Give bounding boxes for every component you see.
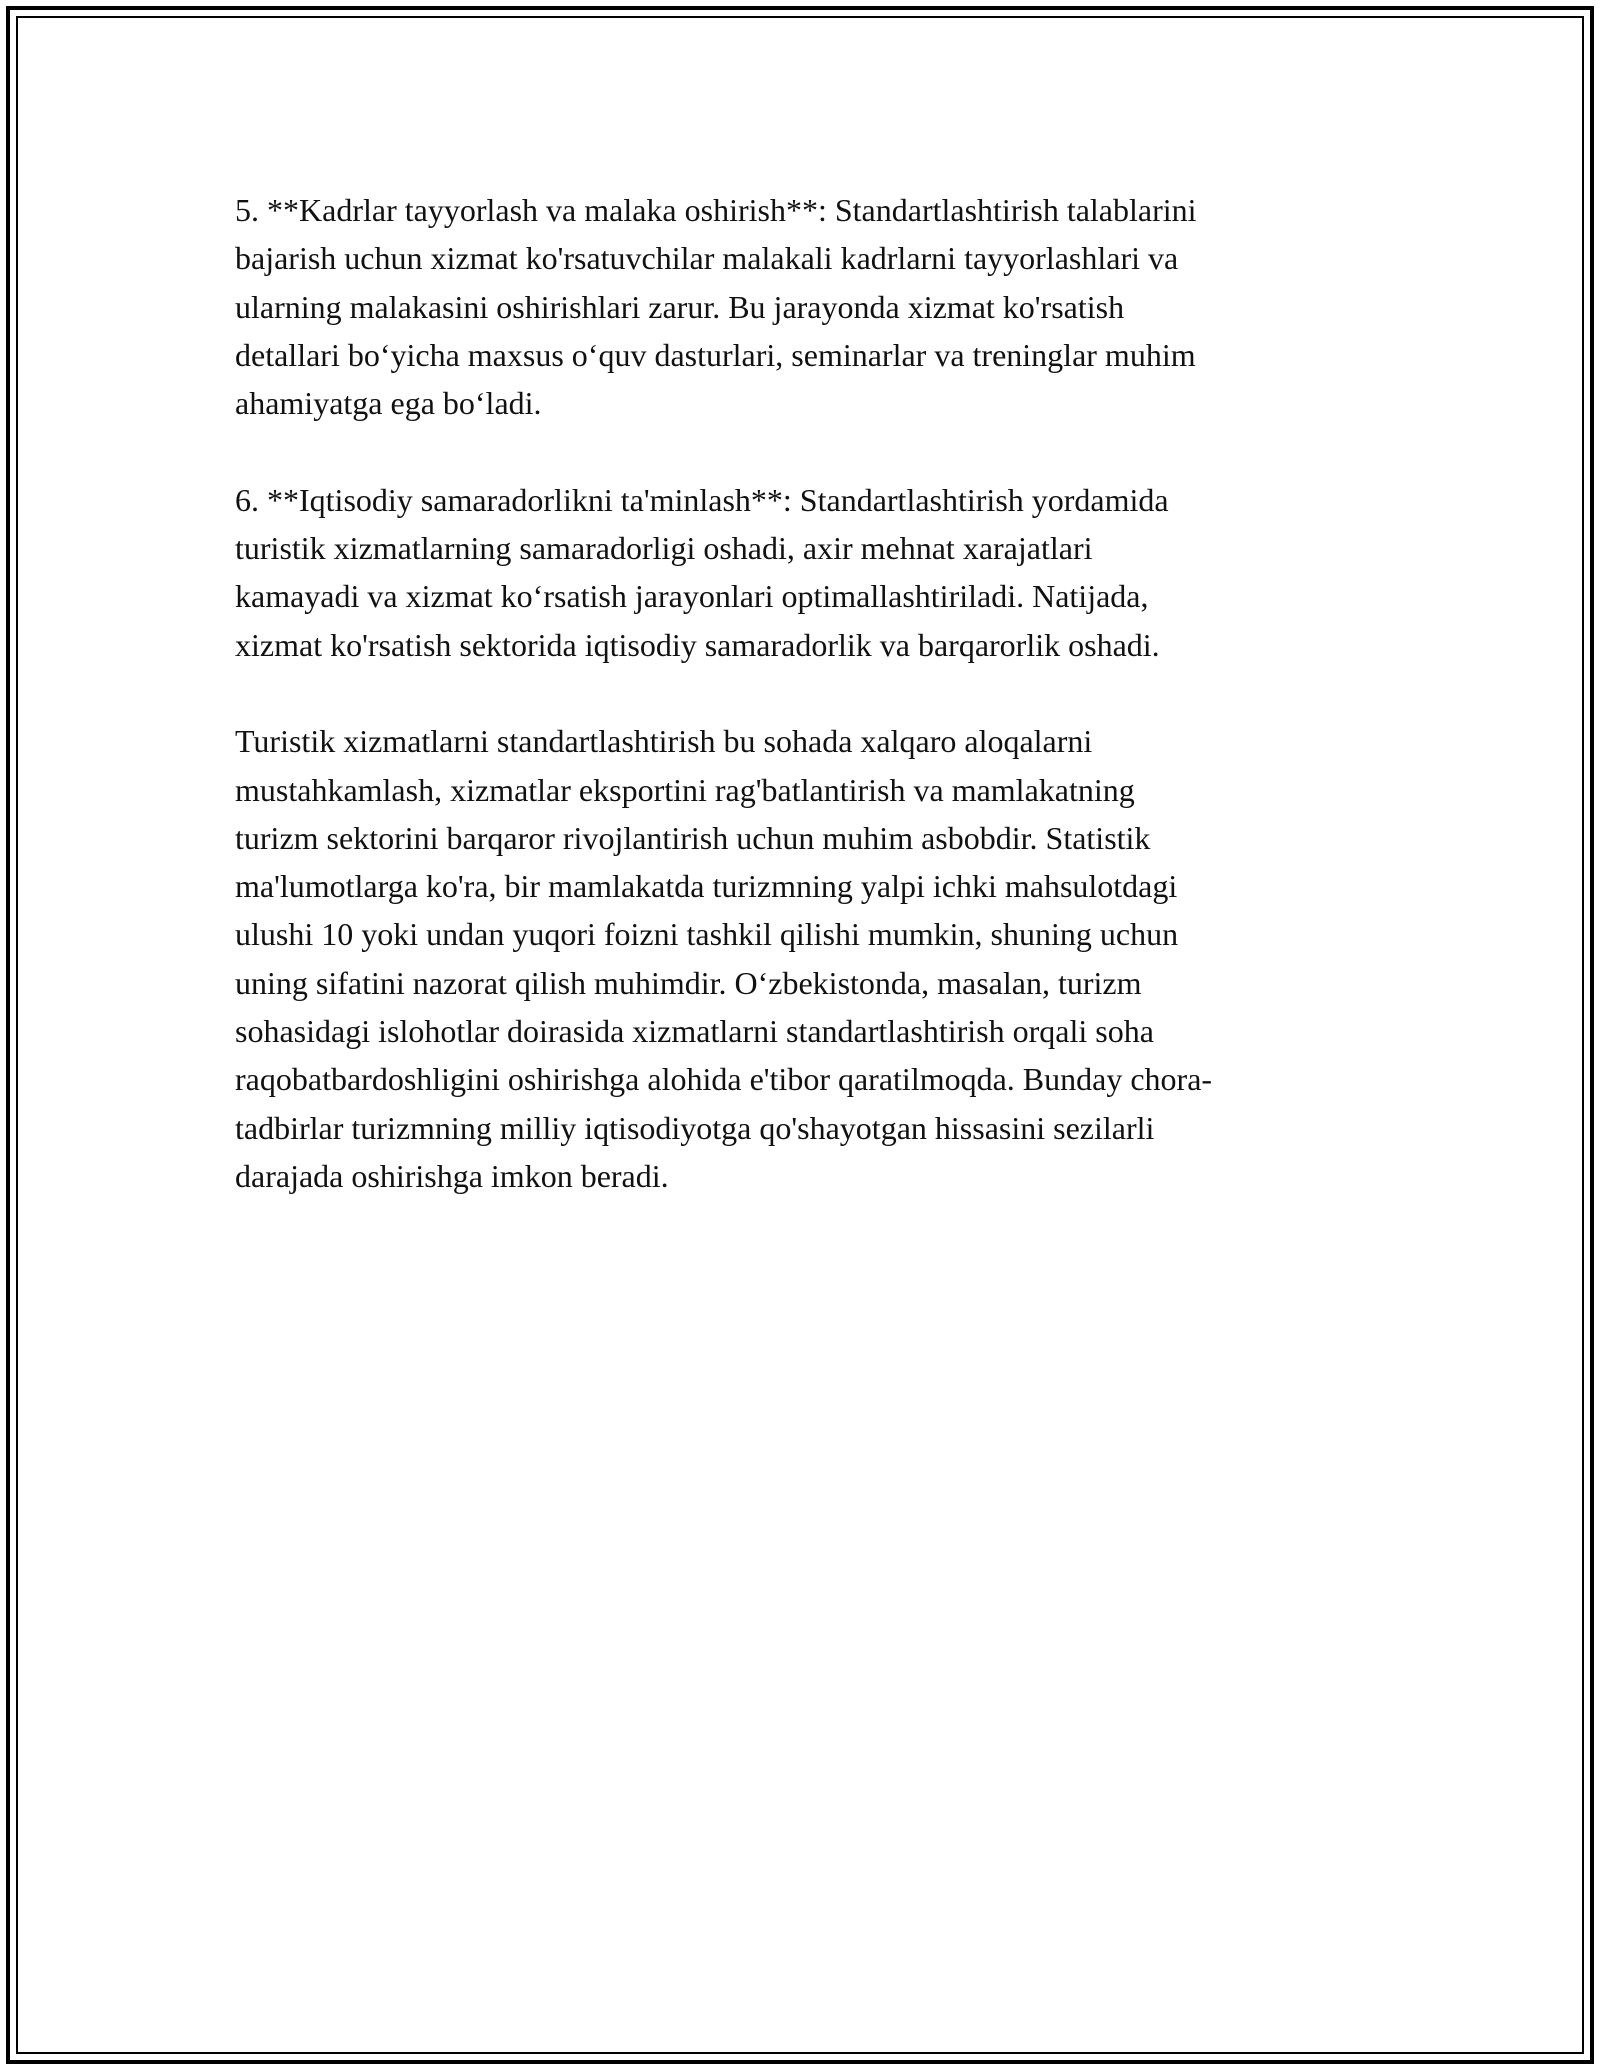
document-body	[235, 186, 1365, 1249]
paragraph-tourism-standardization: Turistik xizmatlarni standartlashtirish bu sohada xalqaro aloqalarni mustahkamlash, xizmatlar eksportini rag'batlantirish va mamlakatning turizm sektorini barqaror rivojlantirish uchun muhim asbobdir. Statistik ma'lumotlarga ko'ra, bir mamlakatda turizmning yalpi ichki mahsulotdagi ulushi 10 yoki undan yuqori foizni tashkil qilishi mumkin, shuning uchun uning sifatini nazorat qilish muhimdir. O‘zbekistonda, masalan, turizm sohasidagi islohotlar doirasida xizmatlarni standartlashtirish orqali soha raqobatbardoshligini oshirishga alohida e'tibor qaratilmoqda. Bunday chora- tadbirlar turizmning milliy iqtisodiyotga qo'shayotgan hissasini sezilarli darajada oshirishga imkon beradi.	[235, 723, 1213, 1194]
paragraph-economic-efficiency: 6. **Iqtisodiy samaradorlikni ta'minlash**: Standartlashtirish yordamida turistik xizmatlarning samaradorligi oshadi, axir mehnat xarajatlari kamayadi va xizmat ko‘rsatish jarayonlari optimallashtiriladi. Natijada, xizmat ko'rsatish sektorida iqtisodiy samaradorlik va barqarorlik oshadi.	[235, 481, 1169, 663]
paragraph-staff-training: 5. **Kadrlar tayyorlash va malaka oshirish**: Standartlashtirish talablarini bajarish uchun xizmat ko'rsatuvchilar malakali kadrlarni tayyorlashlari va ularning malakasini oshirishlari zarur. Bu jarayonda xizmat ko'rsatish detallari bo‘yicha maxsus o‘quv dasturlari, seminarlar va treninglar muhim ahamiyatga ega bo‘ladi.	[235, 192, 1197, 422]
